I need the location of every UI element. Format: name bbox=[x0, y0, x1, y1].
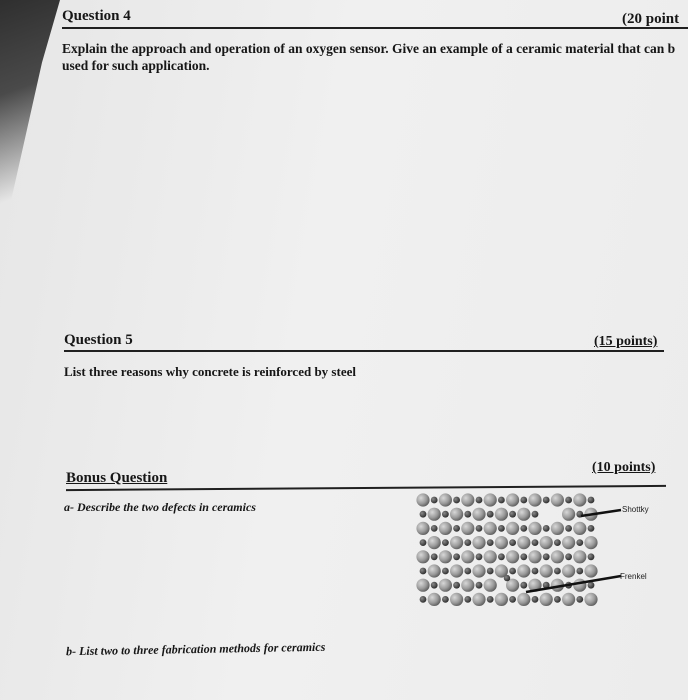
anion-atom bbox=[439, 522, 452, 535]
interstitial-atom bbox=[504, 575, 510, 581]
cation-atom bbox=[588, 582, 595, 589]
cation-atom bbox=[532, 539, 539, 546]
anion-atom bbox=[472, 593, 485, 606]
cation-atom bbox=[487, 539, 494, 546]
anion-atom bbox=[439, 579, 452, 592]
anion-atom bbox=[428, 508, 441, 521]
cation-atom bbox=[442, 511, 449, 518]
cation-atom bbox=[520, 553, 527, 560]
cation-atom bbox=[420, 511, 427, 518]
cation-atom bbox=[588, 553, 595, 560]
anion-atom bbox=[484, 522, 497, 535]
cation-atom bbox=[464, 568, 471, 575]
cation-atom bbox=[588, 497, 595, 504]
anion-atom bbox=[450, 564, 463, 577]
cation-atom bbox=[498, 553, 505, 560]
anion-atom bbox=[484, 579, 497, 592]
bonus-question-title: Bonus Question bbox=[66, 470, 168, 486]
cation-atom bbox=[464, 596, 471, 603]
anion-atom bbox=[495, 536, 508, 549]
cation-atom bbox=[476, 553, 483, 560]
cation-atom bbox=[487, 568, 494, 575]
ceramic-defects-diagram bbox=[416, 492, 666, 617]
cation-atom bbox=[431, 553, 438, 560]
cation-atom bbox=[431, 497, 438, 504]
question-4-text: Explain the approach and operation of an oxygen sensor. Give an example of a ceramic material that can b used for such application. bbox=[62, 41, 676, 73]
anion-atom bbox=[439, 550, 452, 563]
anion-atom bbox=[506, 493, 519, 506]
anion-atom bbox=[551, 522, 564, 535]
cation-atom bbox=[420, 596, 427, 603]
cation-atom bbox=[464, 539, 471, 546]
cation-atom bbox=[532, 596, 539, 603]
cation-atom bbox=[532, 511, 539, 518]
question-5-rule bbox=[64, 350, 664, 352]
anion-atom bbox=[517, 536, 530, 549]
cation-atom bbox=[565, 497, 572, 504]
cation-atom bbox=[453, 553, 460, 560]
cation-atom bbox=[453, 525, 460, 532]
cation-atom bbox=[442, 539, 449, 546]
question-5-title: Question 5 bbox=[64, 332, 133, 348]
anion-atom bbox=[584, 564, 597, 577]
cation-atom bbox=[476, 497, 483, 504]
anion-atom bbox=[573, 522, 586, 535]
cation-atom bbox=[576, 596, 583, 603]
anion-atom bbox=[450, 593, 463, 606]
anion-atom bbox=[428, 536, 441, 549]
cation-atom bbox=[453, 497, 460, 504]
anion-atom bbox=[461, 493, 474, 506]
cation-atom bbox=[509, 568, 516, 575]
anion-atom bbox=[584, 593, 597, 606]
anion-atom bbox=[416, 550, 429, 563]
anion-atom bbox=[573, 579, 586, 592]
anion-atom bbox=[540, 593, 553, 606]
anion-atom bbox=[517, 593, 530, 606]
anion-atom bbox=[461, 579, 474, 592]
cation-atom bbox=[476, 525, 483, 532]
cation-atom bbox=[509, 596, 516, 603]
anion-atom bbox=[506, 550, 519, 563]
question-4-rule bbox=[62, 27, 688, 29]
cation-atom bbox=[576, 568, 583, 575]
cation-atom bbox=[498, 525, 505, 532]
anion-atom bbox=[528, 493, 541, 506]
cation-atom bbox=[453, 582, 460, 589]
cation-atom bbox=[442, 596, 449, 603]
anion-atom bbox=[562, 564, 575, 577]
cation-atom bbox=[543, 525, 550, 532]
anion-atom bbox=[540, 564, 553, 577]
question-4-title: Question 4 bbox=[62, 8, 131, 24]
bonus-question-points: (10 points) bbox=[592, 460, 656, 475]
bonus-part-b: b- List two to three fabrication methods for ceramics bbox=[65, 639, 326, 659]
anion-atom bbox=[484, 550, 497, 563]
page-edge-shadow bbox=[0, 0, 60, 250]
cation-atom bbox=[554, 568, 561, 575]
cation-atom bbox=[487, 511, 494, 518]
cation-atom bbox=[509, 539, 516, 546]
question-4-points: (20 point bbox=[622, 11, 680, 27]
anion-atom bbox=[461, 522, 474, 535]
frenkel-label: Frenkel bbox=[620, 572, 647, 581]
anion-atom bbox=[573, 550, 586, 563]
anion-atom bbox=[495, 508, 508, 521]
anion-atom bbox=[416, 522, 429, 535]
cation-atom bbox=[476, 582, 483, 589]
shottky-label: Shottky bbox=[622, 505, 649, 514]
cation-atom bbox=[554, 539, 561, 546]
anion-atom bbox=[450, 508, 463, 521]
anion-atom bbox=[517, 564, 530, 577]
cation-atom bbox=[420, 539, 427, 546]
cation-atom bbox=[487, 596, 494, 603]
cation-atom bbox=[420, 568, 427, 575]
cation-atom bbox=[543, 497, 550, 504]
cation-atom bbox=[565, 553, 572, 560]
anion-atom bbox=[584, 536, 597, 549]
cation-atom bbox=[442, 568, 449, 575]
anion-atom bbox=[472, 508, 485, 521]
anion-atom bbox=[528, 522, 541, 535]
cation-atom bbox=[520, 525, 527, 532]
anion-atom bbox=[551, 493, 564, 506]
cation-atom bbox=[431, 525, 438, 532]
cation-atom bbox=[565, 525, 572, 532]
cation-atom bbox=[464, 511, 471, 518]
anion-atom bbox=[562, 536, 575, 549]
anion-atom bbox=[506, 522, 519, 535]
anion-atom bbox=[528, 550, 541, 563]
cation-atom bbox=[554, 596, 561, 603]
anion-atom bbox=[416, 493, 429, 506]
question-5-text: List three reasons why concrete is reinforced by steel bbox=[64, 364, 356, 379]
anion-atom bbox=[439, 493, 452, 506]
anion-atom bbox=[450, 536, 463, 549]
anion-atom bbox=[416, 579, 429, 592]
cation-atom bbox=[588, 525, 595, 532]
anion-atom bbox=[540, 536, 553, 549]
anion-atom bbox=[472, 564, 485, 577]
cation-atom bbox=[532, 568, 539, 575]
cation-atom bbox=[431, 582, 438, 589]
crystal-lattice bbox=[416, 493, 597, 606]
anion-atom bbox=[517, 508, 530, 521]
anion-atom bbox=[562, 593, 575, 606]
cation-atom bbox=[520, 582, 527, 589]
cation-atom bbox=[576, 539, 583, 546]
anion-atom bbox=[484, 493, 497, 506]
anion-atom bbox=[428, 593, 441, 606]
anion-atom bbox=[428, 564, 441, 577]
anion-atom bbox=[495, 593, 508, 606]
cation-atom bbox=[520, 497, 527, 504]
anion-atom bbox=[562, 508, 575, 521]
anion-atom bbox=[573, 493, 586, 506]
cation-atom bbox=[498, 497, 505, 504]
question-5-points: (15 points) bbox=[594, 334, 658, 349]
anion-atom bbox=[472, 536, 485, 549]
cation-atom bbox=[543, 553, 550, 560]
anion-atom bbox=[461, 550, 474, 563]
anion-atom bbox=[551, 550, 564, 563]
cation-atom bbox=[509, 511, 516, 518]
bonus-part-a: a- Describe the two defects in ceramics bbox=[64, 500, 256, 514]
